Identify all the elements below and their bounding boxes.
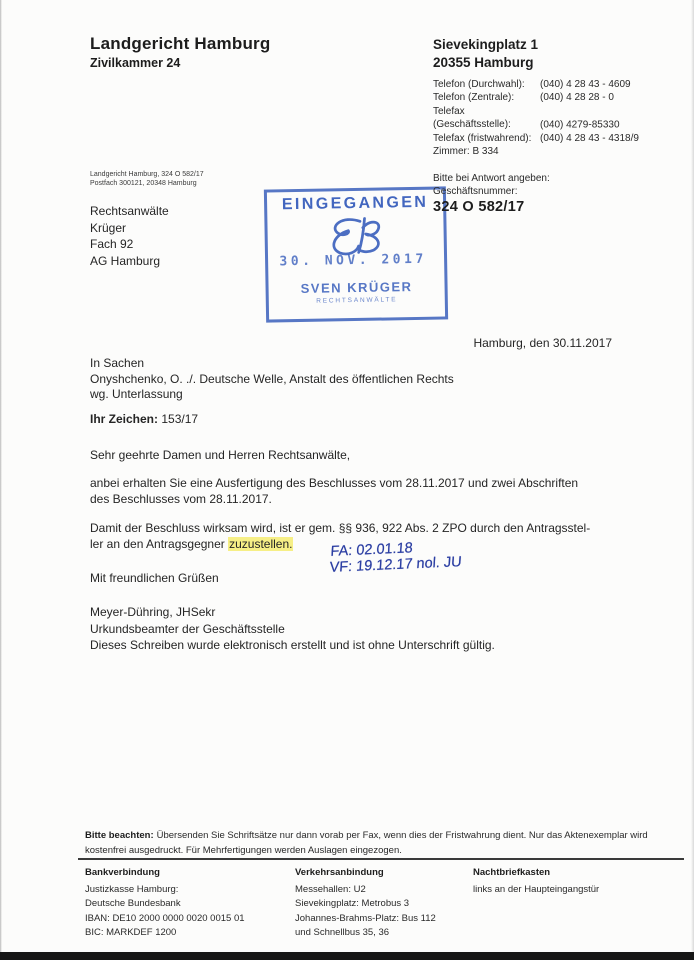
re-intro: In Sachen xyxy=(90,356,145,370)
stamp-firm-subtitle: RECHTSANWÄLTE xyxy=(316,296,398,305)
paragraph-service-requirement: Damit der Beschluss wirksam wird, ist er gem. §§ 936, 922 Abs. 2 ZPO durch den Antragsstel- ler an den Antragsgegner zuzustellen. xyxy=(90,521,591,551)
court-city: 20355 Hamburg xyxy=(433,55,534,70)
reference-block xyxy=(433,172,550,214)
handwritten-deadline-note: FA: 02.01.18 VF: 19.12.17 nol. JU xyxy=(329,540,463,576)
scan-bottom-bar xyxy=(0,952,694,960)
case-subject-block xyxy=(90,356,454,403)
letterhead-address-block xyxy=(433,36,683,158)
contact-row: Telefax (Geschäftsstelle): (040) 4279-85330 xyxy=(433,105,620,131)
recipient-line: Krüger xyxy=(90,220,127,235)
court-street: Sievekingplatz 1 xyxy=(433,37,539,52)
court-name: Landgericht Hamburg xyxy=(90,34,271,53)
return-address: Landgericht Hamburg, 324 O 582/17 Postfach 300121, 20348 Hamburg xyxy=(90,171,204,187)
stamp-date: 30. NOV. 2017 xyxy=(279,251,427,270)
paragraph-enclosures: anbei erhalten Sie eine Ausfertigung des Beschlusses vom 28.11.2017 und zwei Abschriften des Beschlusses vom 28.11.2017. xyxy=(90,476,579,506)
reference-label: Geschäftsnummer: xyxy=(433,186,518,197)
page-left-edge xyxy=(0,0,2,960)
room-number: Zimmer: B 334 xyxy=(433,146,499,158)
stamp-firm-name: SVEN KRÜGER xyxy=(300,279,413,296)
footer-divider xyxy=(78,858,684,860)
letter-date: Hamburg, den 30.11.2017 xyxy=(473,336,612,350)
your-reference: Ihr Zeichen: 153/17 xyxy=(90,412,199,426)
contact-row: Telefax (fristwahrend): (040) 4 28 43 - 4318/9 xyxy=(433,132,639,144)
validity-note: Dieses Schreiben wurde elektronisch erstellt und ist ohne Unterschrift gültig. xyxy=(90,638,495,652)
contact-row: Telefon (Durchwahl): (040) 4 28 43 - 4609 xyxy=(433,79,631,90)
recipient-line: AG Hamburg xyxy=(90,253,161,268)
salutation: Sehr geehrte Damen und Herren Rechtsanwälte, xyxy=(90,448,351,462)
closing: Mit freundlichen Grüßen xyxy=(90,571,219,585)
re-subject: wg. Unterlassung xyxy=(90,387,183,401)
case-number: 324 O 582/17 xyxy=(433,199,525,215)
footer-notice: Bitte beachten: Übersenden Sie Schriftsätze nur dann vorab per Fax, wenn dies der Fristwahrung dient. Nur das Aktenexemplar wird kostenfrei ausgedruckt. Für Mehrfertigungen werden Auslagen eingezogen. xyxy=(85,830,648,856)
footer-bank-column: Bankverbindung Justizkasse Hamburg: Deutsche Bundesbank IBAN: DE10 2000 0000 0020 0015 01 BIC: MARKDEF 1200 xyxy=(85,867,245,938)
footer-mailbox-column: Nachtbriefkasten links an der Haupteingangstür xyxy=(473,867,600,895)
contact-row: Telefon (Zentrale): (040) 4 28 28 - 0 xyxy=(433,92,614,104)
signature-block xyxy=(90,604,495,654)
contact-list xyxy=(433,78,683,158)
recipient-line: Fach 92 xyxy=(90,237,134,251)
stamp-title: EINGEGANGEN xyxy=(281,193,429,214)
recipient-line: Rechtsanwälte xyxy=(90,204,169,218)
recipient-address xyxy=(90,203,169,269)
reference-note: Bitte bei Antwort angeben: xyxy=(433,173,550,184)
court-chamber: Zivilkammer 24 xyxy=(90,56,181,70)
highlighted-word: zuzustellen. xyxy=(229,536,293,551)
received-stamp xyxy=(264,186,448,322)
signer-role: Urkundsbeamter der Geschäftsstelle xyxy=(90,621,285,636)
footer-transit-column: Verkehrsanbindung Messehallen: U2 Sievekingplatz: Metrobus 3 Johannes-Brahms-Platz: Bus 112 und Schnellbus 35, 36 xyxy=(295,867,436,938)
handwritten-initials xyxy=(322,214,389,257)
re-parties: Onyshchenko, O. ./. Deutsche Welle, Anstalt des öffentlichen Rechts xyxy=(90,371,454,386)
signer-name: Meyer-Dühring, JHSekr xyxy=(90,605,216,619)
